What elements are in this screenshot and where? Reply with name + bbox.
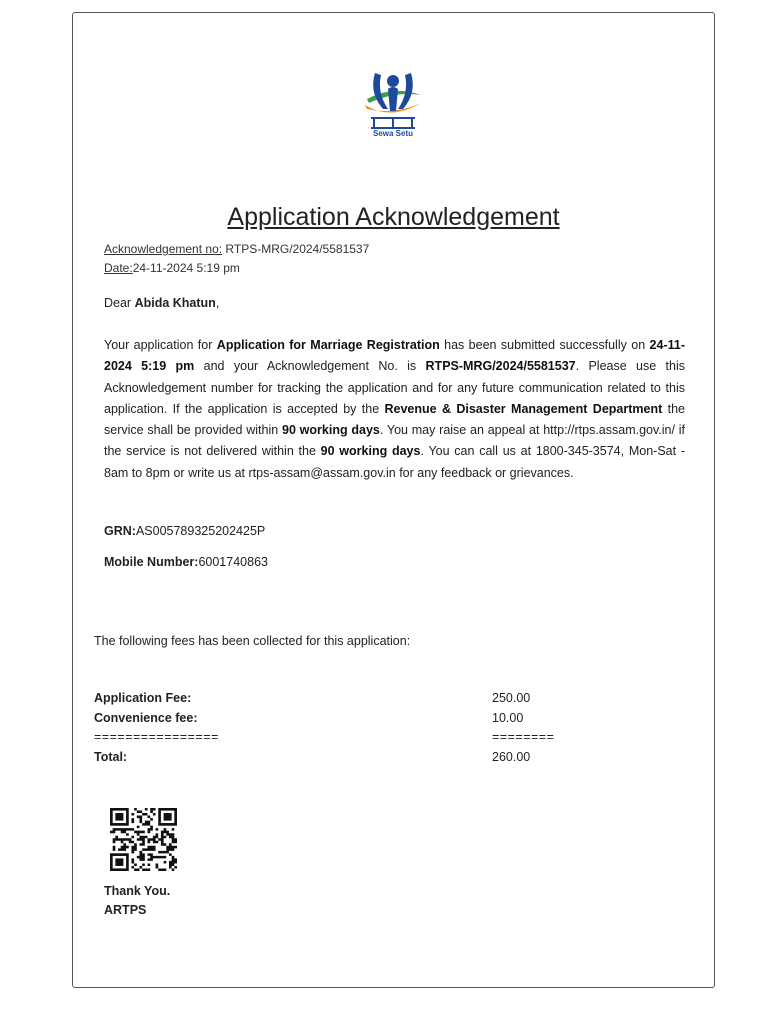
grn-label: GRN: — [104, 524, 136, 538]
msg-text: . Please use this Acknowledgement number for tracking the application and for any future communication related to this application. If the application is accepted by the — [104, 359, 685, 416]
grn-value: AS005789325202425P — [135, 524, 266, 538]
mobile-number — [104, 555, 268, 569]
sewa-setu-logo — [361, 65, 425, 147]
mobile-value: 6001740863 — [198, 555, 268, 569]
fee-row — [94, 711, 654, 729]
qr-code — [110, 808, 177, 871]
separator-right: ======== — [492, 730, 555, 744]
separator-left: ================ — [94, 730, 219, 744]
total-label: Total: — [94, 750, 128, 764]
submitted-datetime: 24-11-2024 5:19 pm — [104, 338, 685, 374]
fee-separator — [94, 730, 654, 748]
msg-text: has been submitted successfully on — [439, 338, 650, 352]
greeting-prefix: Dear — [104, 296, 135, 310]
fee-row — [94, 691, 654, 709]
msg-text: Your application for — [104, 338, 217, 352]
total-value: 260.00 — [492, 750, 531, 764]
service-days: 90 working days — [282, 423, 380, 438]
fee-value: 10.00 — [492, 711, 524, 725]
acknowledgement-date — [104, 261, 240, 275]
ack-number-inline: RTPS-MRG/2024/5581537 — [425, 359, 576, 374]
grn — [104, 524, 265, 538]
fees-intro: The following fees has been collected for this application: — [94, 634, 411, 648]
msg-text: . You may raise an appeal at http://rtps.assam.gov.in/ if the service is not delivered within the — [104, 423, 686, 459]
page-title: Application Acknowledgement — [227, 203, 560, 231]
msg-text: . You can call us at 1800-345-3574, Mon-Sat - 8am to 8pm or write us at rtps-assam@assam.gov.in for any feedback or grievances. — [104, 444, 685, 480]
mobile-label: Mobile Number: — [104, 555, 199, 569]
msg-text: the service shall be provided within — [104, 401, 685, 438]
signature-text: ARTPS — [104, 903, 147, 917]
logo-caption: Sewa Setu — [372, 129, 413, 138]
qr-code-icon — [110, 808, 177, 871]
service-name: Application for Marriage Registration — [216, 338, 440, 352]
greeting-suffix: , — [215, 296, 220, 310]
acknowledgement-message — [104, 335, 685, 484]
thank-you-text: Thank You. — [104, 884, 171, 898]
msg-text: and your Acknowledgement No. is — [194, 359, 426, 374]
closing — [104, 882, 170, 920]
date-value: 24-11-2024 5:19 pm — [132, 261, 240, 275]
sewa-setu-emblem-icon — [361, 65, 425, 131]
fee-value: 250.00 — [492, 691, 531, 705]
date-label: Date: — [104, 261, 133, 275]
ack-no-label: Acknowledgement no: — [104, 242, 223, 256]
applicant-name: Abida Khatun — [134, 296, 216, 310]
department-name: Revenue & Disaster Management Department — [384, 401, 663, 416]
ack-no-value: RTPS-MRG/2024/5581537 — [222, 242, 370, 256]
acknowledgement-number — [104, 242, 369, 256]
greeting — [104, 296, 219, 310]
fee-total-row — [94, 750, 654, 768]
service-days: 90 working days — [320, 444, 421, 459]
fee-label: Convenience fee: — [94, 711, 198, 725]
acknowledgement-page — [72, 12, 715, 988]
fee-label: Application Fee: — [94, 691, 192, 705]
